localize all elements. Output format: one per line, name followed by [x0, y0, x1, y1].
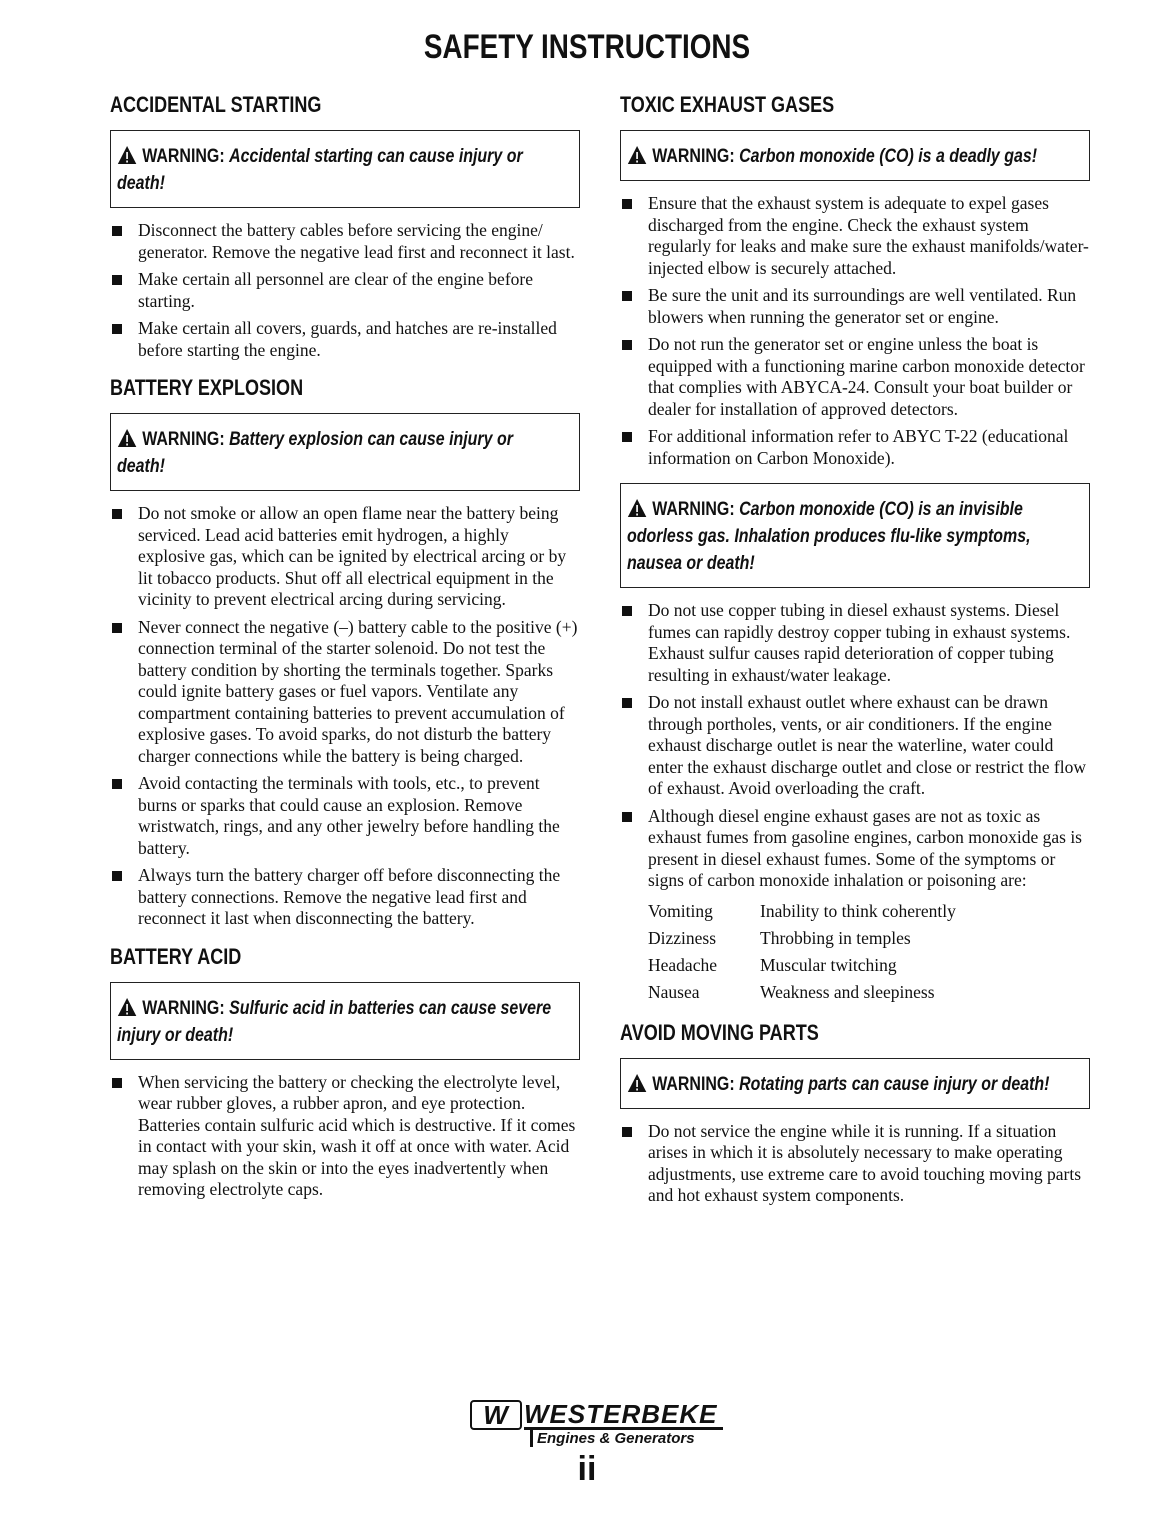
logo-mark-icon [470, 1400, 522, 1430]
table-cell: Headache [648, 954, 717, 975]
warning-label: WARNING: [652, 146, 735, 167]
bullet-square-icon [622, 606, 632, 616]
section-toxic-exhaust-gases [620, 92, 1090, 469]
bullet-square-icon [622, 291, 632, 301]
bullet-square-icon [622, 698, 632, 708]
warning-label: WARNING: [142, 997, 225, 1019]
list-item [620, 426, 1090, 469]
bullet-square-icon [112, 509, 122, 519]
warning-text: Carbon monoxide (CO) is a deadly gas! [739, 146, 1038, 167]
table-cell: Inability to think coherently [760, 900, 956, 921]
warning-label: WARNING: [142, 146, 225, 167]
warning-text: Carbon monoxide (CO) is an invisible odorless gas. Inhalation produces flu-like symptoms, nausea or death! [627, 499, 1031, 574]
list-item [620, 285, 1090, 328]
warning-box [620, 1058, 1090, 1109]
table-cell: Vomiting [648, 900, 713, 921]
section-heading: AVOID MOVING PARTS [620, 1019, 819, 1045]
list-item [620, 193, 1090, 279]
table-cell: Dizziness [648, 927, 717, 948]
bullet-square-icon [622, 1127, 632, 1137]
table-cell: Throbbing in temples [760, 927, 911, 948]
bullet-text: For additional information refer to ABYC T-22 (educational information on Carbon Monoxide). [648, 426, 1069, 468]
section-battery-acid [110, 944, 580, 1201]
bullet-text: Do not smoke or allow an open flame near the battery being serviced. Lead acid batteries emit hydrogen, a highly explosive gas, which can be ignited by electrical arcing or by lit tobacco products. Shut off all electrical equipment in the vicinity to prevent electrical arcing during servicing. [138, 503, 567, 609]
warning-text: Rotating parts can cause injury or death! [739, 1073, 1050, 1095]
bullet-text: Although diesel engine exhaust gases are not as toxic as exhaust fumes from gasoline engines, carbon monoxide gas is present in diesel exhaust fumes. Some of the symptoms or signs of carbon monoxide inhalation or poisoning are: [648, 805, 1082, 890]
section-avoid-moving-parts [620, 1020, 1090, 1207]
warning-triangle-icon [627, 498, 647, 518]
warning-box [620, 130, 1090, 181]
table-cell: Nausea [648, 981, 700, 1002]
list-item [620, 692, 1090, 800]
bullet-square-icon [112, 324, 122, 334]
bullet-square-icon [112, 623, 122, 633]
list-item [110, 773, 580, 859]
section-co-invisible-gas [620, 483, 1090, 1006]
bullet-square-icon [112, 779, 122, 789]
bullet-text: Do not run the generator set or engine unless the boat is equipped with a functioning marine carbon monoxide detector that complies with ABYCA-24. Consult your boat builder or dealer for installation of approved detectors. [648, 334, 1085, 419]
section-heading: ACCIDENTAL STARTING [110, 92, 322, 117]
section-heading: BATTERY ACID [110, 943, 242, 969]
warning-label: WARNING: [142, 429, 225, 450]
list-item [620, 1121, 1090, 1207]
warning-box [110, 982, 580, 1060]
bullet-list [110, 1072, 580, 1201]
page-title: SAFETY INSTRUCTIONS [423, 28, 751, 66]
warning-triangle-icon [627, 1073, 647, 1093]
section-heading: TOXIC EXHAUST GASES [620, 92, 835, 117]
bullet-list [110, 503, 580, 930]
logo-mark-text: W [483, 1399, 509, 1430]
warning-label: WARNING: [652, 1073, 735, 1095]
bullet-list [620, 193, 1090, 469]
bullet-square-icon [622, 432, 632, 442]
list-item [110, 617, 580, 768]
symptoms-table [648, 898, 956, 1006]
bullet-text: Be sure the unit and its surroundings are well ventilated. Run blowers when running the generator set or engine. [648, 285, 1077, 327]
bullet-square-icon [622, 199, 632, 209]
table-row [648, 925, 956, 952]
bullet-text: Avoid contacting the terminals with tools, etc., to prevent burns or sparks that could cause an explosion. Remove wristwatch, rings, and any other jewelry before handling the battery. [138, 773, 560, 858]
list-item [110, 318, 580, 361]
list-item [110, 269, 580, 312]
warning-text: Sulfuric acid in batteries can cause severe injury or death! [117, 997, 552, 1046]
page-number: ii [577, 1450, 597, 1488]
section-accidental-starting [110, 92, 580, 361]
list-item [110, 220, 580, 263]
warning-triangle-icon [117, 145, 137, 165]
bullet-square-icon [112, 871, 122, 881]
list-item [620, 806, 1090, 892]
bullet-text: Do not use copper tubing in diesel exhaust systems. Diesel fumes can rapidly destroy copper tubing in exhaust systems. Exhaust sulfur causes rapid deterioration of copper tubing resulting in exhaust/water leakage. [648, 600, 1071, 685]
bullet-text: Do not install exhaust outlet where exhaust can be drawn through portholes, vents, or air conditioners. If the engine exhaust discharge outlet is near the waterline, water could enter the exhaust discharge outlet and close or restrict the flow of exhaust. Avoid overloading the craft. [648, 692, 1086, 798]
bullet-list [620, 600, 1090, 892]
right-column [620, 92, 1090, 1221]
list-item [110, 865, 580, 930]
bullet-list [110, 220, 580, 361]
left-column [110, 92, 580, 1215]
bullet-text: Never connect the negative (–) battery cable to the positive (+) connection terminal of the starter solenoid. Do not test the battery condition by shorting the terminals together. Sparks could ignite battery gases or fuel vapors. Ventilate any compartment containing batteries to prevent accumulation of explosive gases. To avoid sparks, do not disturb the battery charger connections while the battery is being charged. [138, 616, 578, 766]
list-item [620, 600, 1090, 686]
bullet-text: Make certain all personnel are clear of the engine before starting. [138, 269, 533, 311]
warning-label: WARNING: [652, 499, 735, 520]
bullet-square-icon [622, 340, 632, 350]
table-row [648, 952, 956, 979]
bullet-text: Make certain all covers, guards, and hatches are re-installed before starting the engine. [138, 318, 557, 360]
table-cell: Weakness and sleepiness [760, 981, 935, 1002]
warning-triangle-icon [627, 145, 647, 165]
table-row [648, 979, 956, 1006]
bullet-square-icon [112, 1078, 122, 1088]
bullet-square-icon [112, 226, 122, 236]
list-item [110, 1072, 580, 1201]
section-heading: BATTERY EXPLOSION [110, 375, 304, 400]
warning-triangle-icon [117, 997, 137, 1017]
list-item [620, 334, 1090, 420]
bullet-text: Ensure that the exhaust system is adequate to expel gases discharged from the engine. Check the exhaust system regularly for leaks and make sure the exhaust manifolds/water-injected elbow is securely attached. [648, 193, 1089, 278]
list-item [110, 503, 580, 611]
warning-box [110, 130, 580, 208]
warning-box [620, 483, 1090, 588]
bullet-square-icon [112, 275, 122, 285]
bullet-list [620, 1121, 1090, 1207]
bullet-text: When servicing the battery or checking the electrolyte level, wear rubber gloves, a rubber apron, and eye protection. Batteries contain sulfuric acid which is destructive. If it comes in contact with your skin, wash it off at once with water. Acid may splash on the skin or into the eyes inadvertently when removing electrolyte caps. [138, 1071, 576, 1199]
warning-text: Accidental starting can cause injury or death! [117, 146, 523, 194]
bullet-text: Always turn the battery charger off before disconnecting the battery connections. Remove the negative lead first and reconnect it last when disconnecting the battery. [138, 865, 561, 928]
bullet-text: Disconnect the battery cables before servicing the engine/ generator. Remove the negative lead first and reconnect it last. [138, 220, 575, 262]
warning-box [110, 413, 580, 491]
warning-text: Battery explosion can cause injury or death! [117, 429, 513, 477]
bullet-square-icon [622, 812, 632, 822]
logo-tagline: Engines & Generators [530, 1430, 730, 1447]
table-row [648, 898, 956, 925]
bullet-text: Do not service the engine while it is running. If a situation arises in which it is absolutely necessary to make operating adjustments, use extreme care to avoid touching moving parts and hot exhaust system components. [648, 1120, 1082, 1205]
section-battery-explosion [110, 375, 580, 930]
westerbeke-logo [470, 1400, 730, 1447]
table-cell: Muscular twitching [760, 954, 897, 975]
warning-triangle-icon [117, 428, 137, 448]
logo-brand: WESTERBEKE [524, 1401, 723, 1430]
